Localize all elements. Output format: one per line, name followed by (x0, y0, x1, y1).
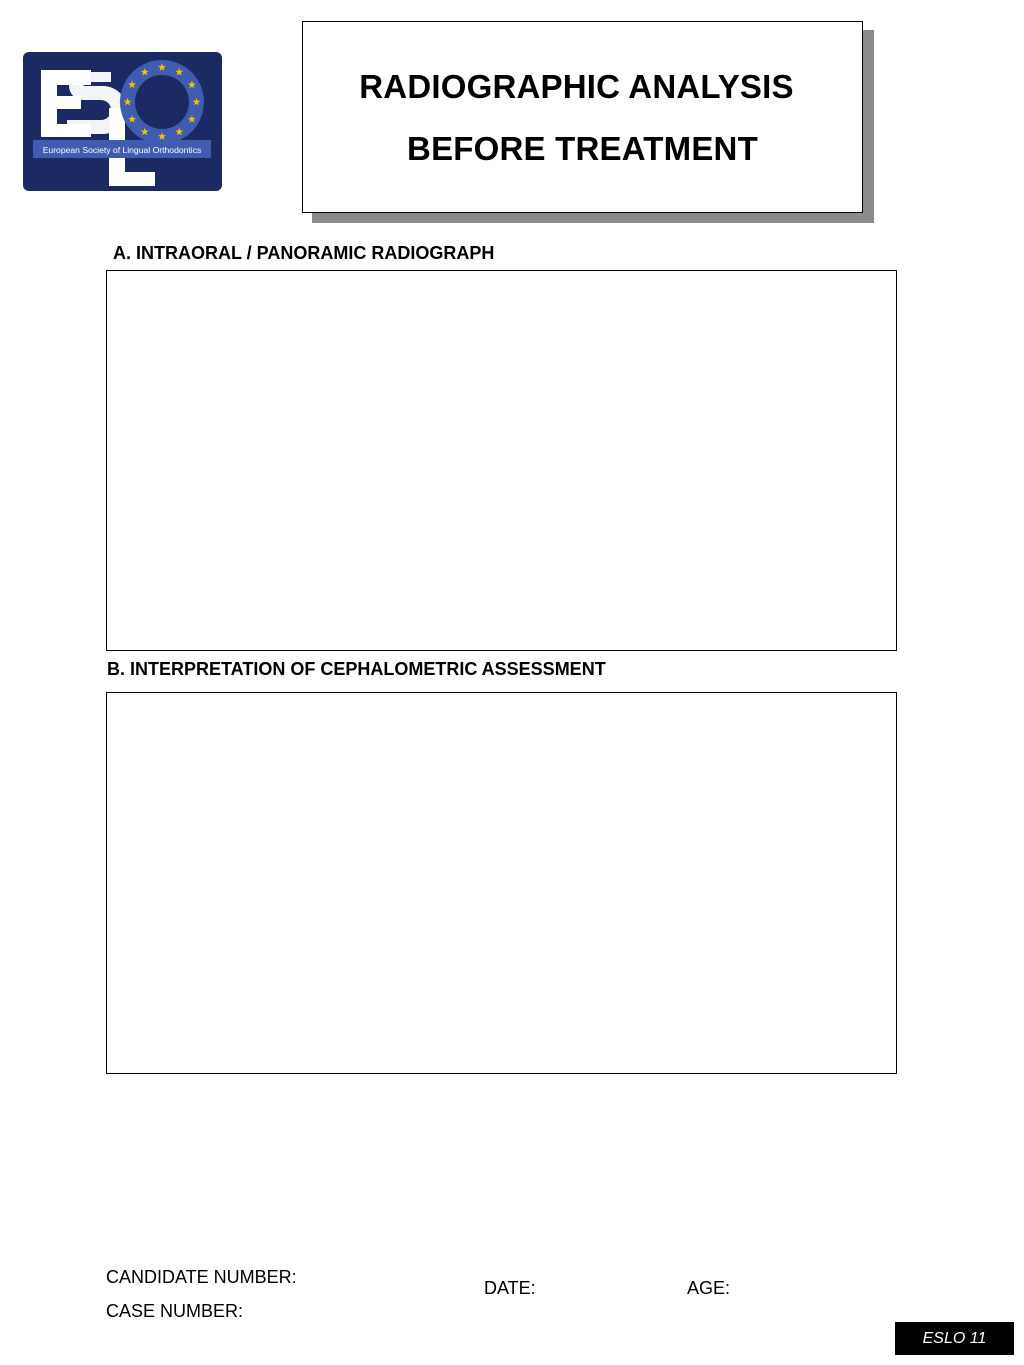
cephalometric-interpretation-area[interactable] (106, 692, 897, 1074)
age-label: AGE: (687, 1278, 731, 1298)
radiograph-image-area[interactable] (106, 270, 897, 651)
date-label: DATE: (484, 1278, 536, 1298)
logo-circle-inner (135, 75, 189, 129)
title-box (302, 21, 863, 213)
case-number-label: CASE NUMBER: (106, 1301, 244, 1321)
page-title-line-1: RADIOGRAPHIC ANALYSIS (359, 68, 794, 105)
eslo-logo (23, 52, 222, 191)
candidate-number-label: CANDIDATE NUMBER: (106, 1267, 297, 1287)
logo-banner-text: European Society of Lingual Orthodontics (42, 145, 202, 155)
section-b-heading: B. INTERPRETATION OF CEPHALOMETRIC ASSESSMENT (107, 659, 606, 679)
section-a-heading: A. INTRAORAL / PANORAMIC RADIOGRAPH (113, 243, 495, 263)
eslo-logo-graphic (23, 52, 222, 191)
page-title-line-2: BEFORE TREATMENT (407, 130, 758, 167)
eslo-tag: ESLO 11 (895, 1322, 1014, 1355)
